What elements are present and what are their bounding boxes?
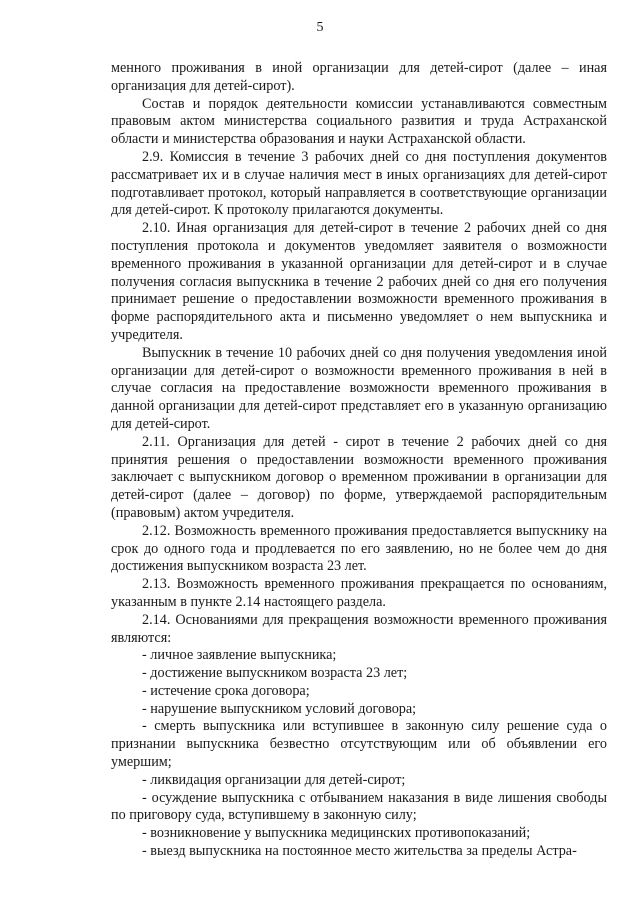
paragraph-2-9: 2.9. Комиссия в течение 3 рабочих дней со дня поступления документов рассматривает их и в случае наличия мест в иных организациях для детей-сирот подготавливает протокол, который направляется в соответствующие организации для детей-сирот. К протоколу прилагаются документы. xyxy=(111,148,607,219)
paragraph-graduate-notice: Выпускник в течение 10 рабочих дней со дня получения уведомления иной организации для детей-сирот о возможности временного проживания в ней в случае согласия на предоставление возможности временного проживания в данной организации для детей-сирот представляет его в указанную организацию для детей-сирот. xyxy=(111,344,607,432)
list-item: - истечение срока договора; xyxy=(142,682,310,699)
paragraph-2-14: 2.14. Основаниями для прекращения возможности временного проживания являются: xyxy=(111,611,607,646)
paragraph-commission-composition: Состав и порядок деятельности комиссии устанавливаются совместным правовым актом министерства социального развития и труда Астраханской области и министерства образования и науки Астраханской области. xyxy=(111,95,607,148)
paragraph-2-12: 2.12. Возможность временного проживания предоставляется выпускнику на срок до одного года и продлевается по его заявлению, но не более чем до дня достижения выпускником возраста 23 лет. xyxy=(111,522,607,575)
list-item: - достижение выпускником возраста 23 лет; xyxy=(142,665,408,682)
paragraph-2-11: 2.11. Организация для детей - сирот в течение 2 рабочих дней со дня принятия решения о предоставлении возможности временного проживания заключает с выпускником договор о временном проживании в организации для детей-сирот (далее – договор) по форме, утверждаемой распорядительным (правовым) актом учредителя. xyxy=(111,433,607,521)
list-item: - личное заявление выпускника; xyxy=(142,647,337,664)
list-item: - выезд выпускника на постоянное место жительства за пределы Астра- xyxy=(142,843,577,860)
list-item: - нарушение выпускником условий договора; xyxy=(142,700,417,717)
list-item: - возникновение у выпускника медицинских противопоказаний; xyxy=(142,825,531,842)
paragraph-2-13: 2.13. Возможность временного проживания прекращается по основаниям, указанным в пункте 2.14 настоящего раздела. xyxy=(111,576,607,610)
page-number: 5 xyxy=(316,20,324,35)
list-item: - смерть выпускника или вступившее в законную силу решение суда о признании выпускника безвестно отсутствующим или об объявлении его умершим; xyxy=(111,718,607,771)
list-item: - ликвидация организации для детей-сирот; xyxy=(142,771,406,788)
paragraph-2-10: 2.10. Иная организация для детей-сирот в течение 2 рабочих дней со дня поступления протокола и документов уведомляет заявителя о возможности временного проживания в указанной организации для детей-сирот и в случае получения согласия выпускника в течение 2 рабочих дней со дня его получения принимает решение о предоставлении возможности временного проживания в форме распорядительного акта и письменно уведомляет о нем выпускника и учредителя. xyxy=(111,220,607,343)
document-body xyxy=(111,60,607,861)
list-item: - осуждение выпускника с отбыванием наказания в виде лишения свободы по приговору суда, вступившему в законную силу; xyxy=(111,789,607,824)
paragraph-continuation: менного проживания в иной организации для детей-сирот (далее – иная организация для детей-сирот). xyxy=(111,60,607,94)
